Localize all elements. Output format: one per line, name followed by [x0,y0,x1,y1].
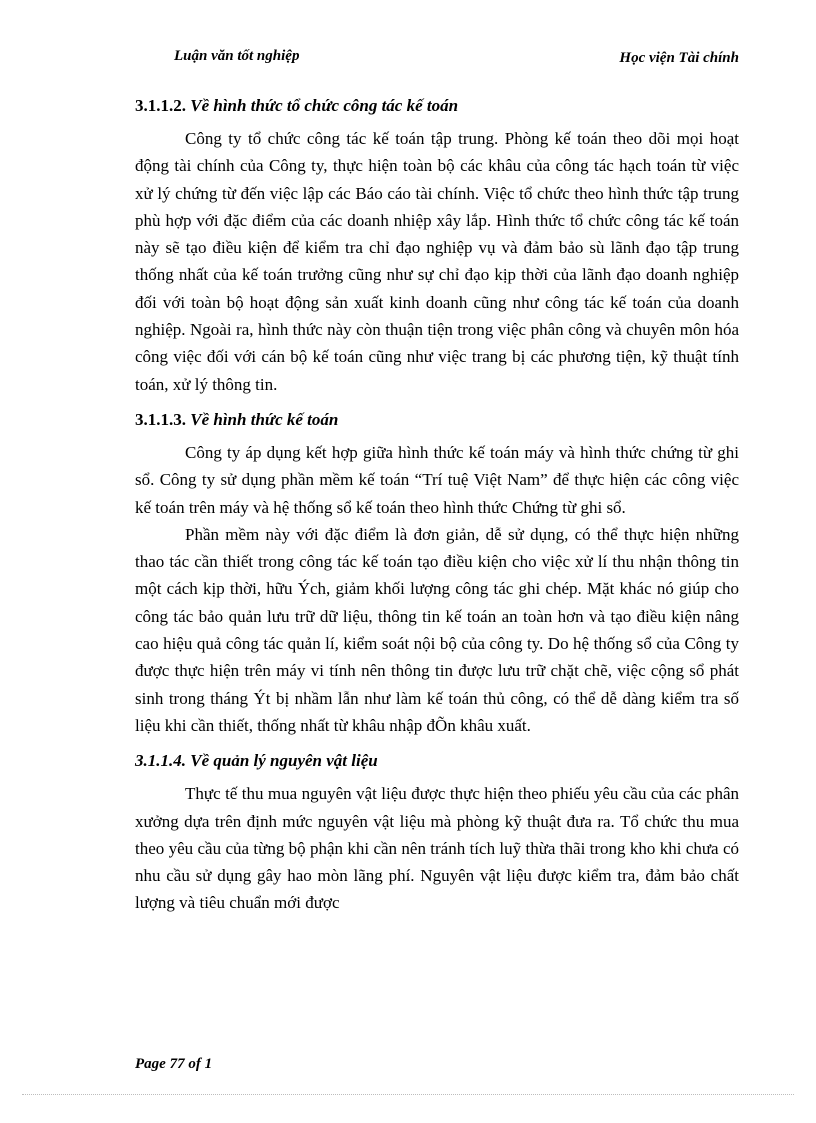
page-boundary-divider [22,1094,794,1095]
header-left: Luận văn tốt nghiệp [174,48,300,64]
paragraph: Công ty tổ chức công tác kế toán tập trung. Phòng kế toán theo dõi mọi hoạt động tài chính của Công ty, thực hiện toàn bộ các khâu của công tác hạch toán từ việc xử lý chứng từ đến việc lập các Báo cáo tài chính. Việc tổ chức theo hình thức tập trung phù hợp với đặc điểm của các doanh nhiệp xây lắp. Hình thức tổ chức công tác kế toán này sẽ tạo điều kiện để kiểm tra chỉ đạo nghiệp vụ và đảm bảo sù lãnh đạo tập trung thống nhất của kế toán trưởng cũng như sự chỉ đạo kịp thời của lãnh đạo doanh nghiệp đối với toàn bộ hoạt động sản xuất kinh doanh cũng như công tác kế toán của doanh nghiệp. Ngoài ra, hình thức này còn thuận tiện trong việc phân công và chuyên môn hóa công việc đối với cán bộ kế toán cũng như việc trang bị các phương tiện, kỹ thuật tính toán, xử lý thông tin. [135,129,739,394]
section-heading [135,747,739,774]
section-number: 3.1.1.2. [135,96,186,115]
document-body [135,92,739,917]
header-right: Học viện Tài chính [619,50,739,66]
section-number: 3.1.1.3. [135,409,186,429]
section-heading [135,92,739,119]
paragraph: Công ty áp dụng kết hợp giữa hình thức kế toán máy và hình thức chứng từ ghi sổ. Công ty sử dụng phần mềm kế toán “Trí tuệ Việt Nam” để thực hiện các công việc kế toán trên máy và hệ thống sổ kế toán theo hình thức Chứng từ ghi sổ. [135,442,739,517]
section-heading [135,406,739,433]
section-title: Về quản lý nguyên vật liệu [190,751,378,771]
page-footer: Page 77 of 1 [135,1056,213,1072]
section-title: Về hình thức kế toán [190,409,339,429]
paragraph: Thực tế thu mua nguyên vật liệu được thực hiện theo phiếu yêu cầu của các phân xưởng dựa trên định mức nguyên vật liệu mà phòng kỹ thuật đưa ra. Tổ chức thu mua theo yêu cầu của từng bộ phận khi cần nên tránh tích luỹ thừa thãi trong kho khi chưa có nhu cầu sử dụng gây hao mòn lãng phí. Nguyên vật liệu được kiểm tra, đảm bảo chất lượng và tiêu chuẩn mới được [135,784,739,913]
paragraph: Phần mềm này với đặc điểm là đơn giản, dễ sử dụng, có thể thực hiện những thao tác cần thiết trong công tác kế toán tạo điều kiện cho việc xử lí thu nhận thông tin một cách kịp thời, hữu Ých, giảm khối lượng công tác ghi chép. Mặt khác nó giúp cho công tác bảo quản lưu trữ dữ liệu, thông tin kế toán an toàn hơn và tạo điều kiện nâng cao hiệu quả công tác quản lí, kiểm soát nội bộ của công ty. Do hệ thống sổ của Công ty được thực hiện trên máy vi tính nên thông tin được lưu trữ chặt chẽ, việc cộng sổ phát sinh trong tháng Ýt bị nhầm lẫn như làm kế toán thủ công, có thể dễ dàng kiểm tra số liệu khi cần thiết, thống nhất từ khâu nhập đÕn khâu xuất. [135,524,739,735]
section-title: Về hình thức tổ chức công tác kế toán [190,96,459,115]
section-number: 3.1.1.4. [135,751,186,771]
